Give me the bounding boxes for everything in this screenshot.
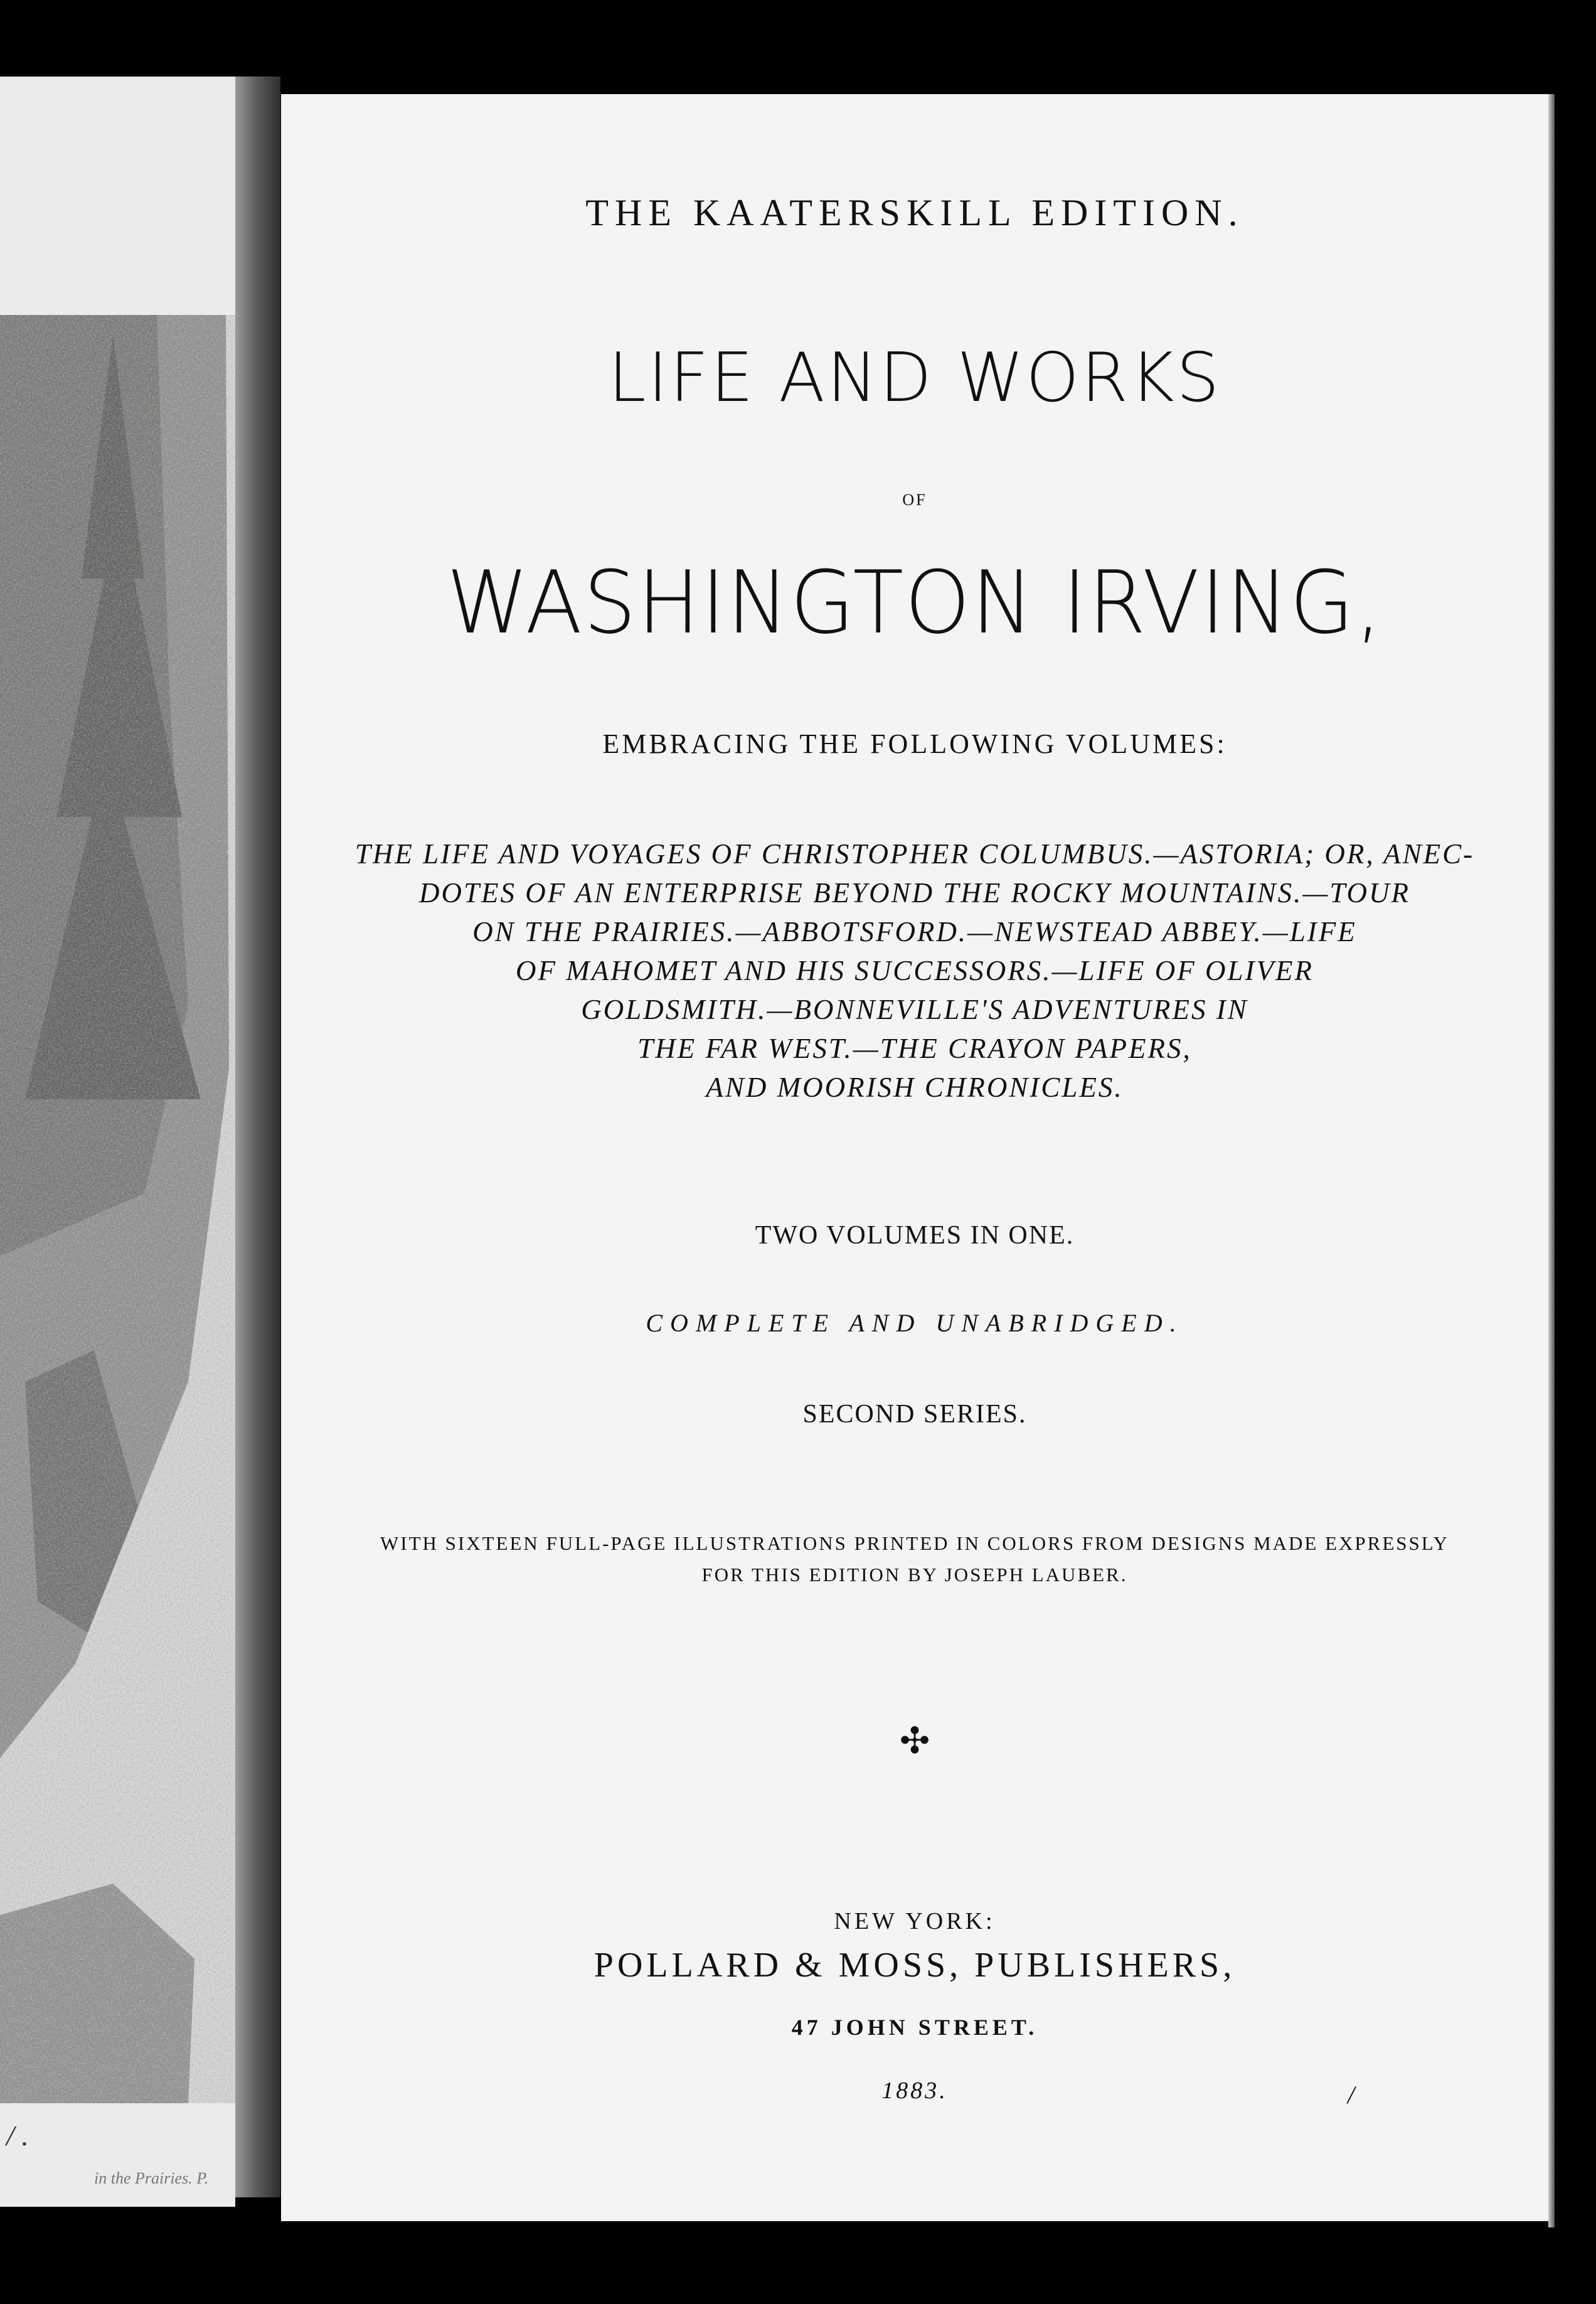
edition-heading: THE KAATERSKILL EDITION. — [585, 192, 1244, 233]
frontispiece-page — [0, 77, 235, 2207]
contents-line: OF MAHOMET AND HIS SUCCESSORS.—LIFE OF OLIVER — [515, 955, 1314, 986]
margin-mark: / — [1348, 2081, 1355, 2109]
volumes-note: TWO VOLUMES IN ONE. — [755, 1221, 1075, 1250]
embracing-heading: EMBRACING THE FOLLOWING VOLUMES: — [602, 728, 1227, 759]
imprint-year: 1883. — [881, 2077, 948, 2104]
contents-line: GOLDSMITH.—BONNEVILLE'S ADVENTURES IN — [581, 994, 1248, 1025]
illustrations-note — [281, 1528, 1548, 1591]
cross-ornament-icon: ✣ — [899, 1720, 930, 1761]
contents-line: THE LIFE AND VOYAGES OF CHRISTOPHER COLUMBUS.—ASTORIA; OR, ANEC- — [354, 838, 1475, 870]
imprint-publisher: POLLARD & MOSS, PUBLISHERS, — [593, 1946, 1236, 1985]
frontispiece-caption — [0, 2119, 232, 2207]
contents-line: AND MOORISH CHRONICLES. — [706, 1072, 1124, 1103]
book-gutter-shadow — [235, 77, 280, 2197]
illustrations-line: FOR THIS EDITION BY JOSEPH LAUBER. — [701, 1564, 1128, 1586]
imprint-address: 47 JOHN STREET. — [791, 2015, 1038, 2040]
title-author-name: WASHINGTON IRVING, — [446, 552, 1383, 653]
imprint-city: NEW YORK: — [834, 1908, 996, 1934]
title-life-and-works: LIFE AND WORKS — [608, 339, 1221, 417]
series-note: SECOND SERIES. — [802, 1400, 1027, 1429]
contents-line: THE FAR WEST.—THE CRAYON PAPERS, — [637, 1033, 1192, 1064]
title-of: OF — [902, 491, 927, 509]
caption-line-2: in the Prairies. P. — [94, 2169, 209, 2187]
frontispiece-illustration — [0, 315, 235, 2103]
contents-line: DOTES OF AN ENTERPRISE BEYOND THE ROCKY MOUNTAINS.—TOUR — [418, 877, 1411, 909]
illustrations-line: WITH SIXTEEN FULL-PAGE ILLUSTRATIONS PRINTED IN COLORS FROM DESIGNS MADE EXPRESSLY — [380, 1532, 1449, 1554]
complete-note: COMPLETE AND UNABRIDGED. — [646, 1309, 1184, 1337]
title-page — [281, 94, 1548, 2221]
caption-line-1: / . — [6, 2120, 29, 2152]
volume-contents — [281, 835, 1548, 1107]
page-edge-shadow — [1548, 94, 1555, 2227]
contents-line: ON THE PRAIRIES.—ABBOTSFORD.—NEWSTEAD ABBEY.—LIFE — [472, 916, 1357, 947]
